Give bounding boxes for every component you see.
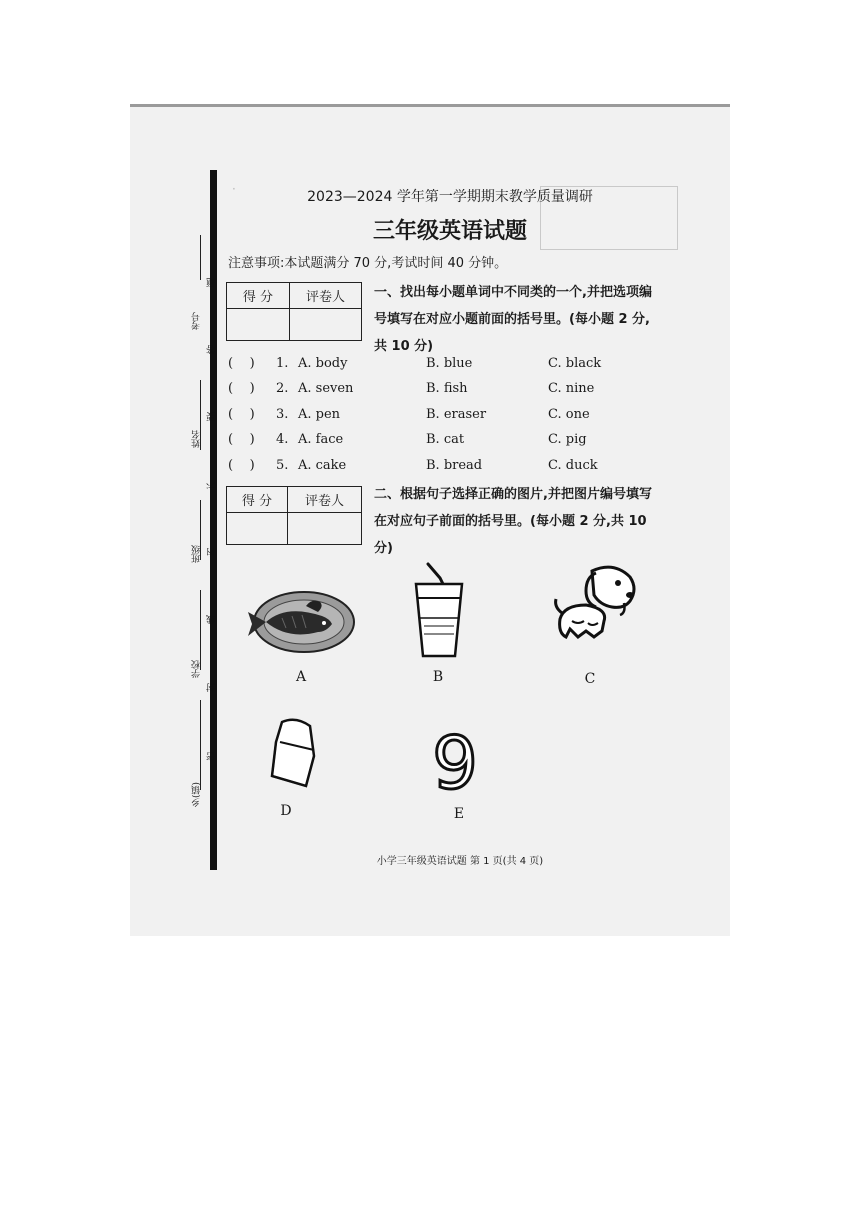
binding-bar (210, 170, 217, 870)
scan-edge (130, 104, 730, 107)
option-b: B. cat (426, 432, 465, 447)
margin-label-name: 姓名 (192, 430, 202, 448)
seal-char: 内 (207, 548, 217, 557)
seal-char: 要 (207, 412, 217, 421)
grader-cell[interactable] (290, 309, 362, 341)
exam-title: 2023—2024 学年第一学期期末教学质量调研 (307, 189, 593, 205)
answer-bracket[interactable]: ( ) (228, 432, 255, 447)
question-row (228, 381, 648, 405)
page-footer: 小学三年级英语试题 第 1 页(共 4 页) (376, 856, 544, 867)
answer-bracket[interactable]: ( ) (228, 458, 255, 473)
score-table-section1 (226, 282, 362, 341)
question-number: 5. (276, 458, 289, 473)
seal-char: 线 (207, 615, 217, 624)
question-number: 1. (276, 356, 289, 371)
picture-label-b: B (432, 669, 444, 685)
score-table-section2 (226, 486, 362, 545)
margin-label-class: 班级 (192, 545, 202, 563)
seal-char: 密 (207, 752, 217, 761)
margin-label-town: 乡(镇) (192, 782, 202, 808)
answer-bracket[interactable]: ( ) (228, 381, 255, 396)
option-a: A. pen (298, 407, 341, 422)
section1-instruction: 一、找出每小题单词中不同类的一个,并把选项编号填写在对应小题前面的括号里。(每小题 2 分,共 10 分) (374, 285, 652, 354)
margin-line (200, 700, 201, 790)
option-c: C. pig (548, 432, 587, 447)
picture-label-c: C (584, 671, 596, 687)
fish-icon (242, 584, 358, 660)
score-cell[interactable] (227, 513, 288, 545)
picture-label-a: A (295, 669, 307, 685)
grader-header: 评卷人 (288, 487, 362, 513)
option-b: B. eraser (426, 407, 487, 422)
answer-bracket[interactable]: ( ) (228, 407, 255, 422)
option-b: B. blue (426, 356, 473, 371)
margin-label-school: 学校 (192, 660, 202, 678)
seal-char: 封 (207, 683, 217, 692)
score-header: 得 分 (227, 283, 290, 309)
option-a: A. seven (298, 381, 354, 396)
margin-line (200, 590, 201, 670)
grader-header: 评卷人 (290, 283, 362, 309)
seal-char: 题 (207, 278, 217, 287)
nine-glyph: 9 (432, 726, 478, 794)
dog-icon (552, 563, 640, 645)
question-number: 2. (276, 381, 289, 396)
bleed-through-text: · (232, 182, 236, 196)
question-number: 4. (276, 432, 289, 447)
option-b: B. fish (426, 381, 468, 396)
exam-notice: 注意事项:本试题满分 70 分,考试时间 40 分钟。 (228, 256, 508, 271)
score-header: 得 分 (227, 487, 288, 513)
option-c: C. duck (548, 458, 598, 473)
seal-char: 不 (207, 480, 217, 489)
seal-char: 答 (207, 345, 217, 354)
question-row (228, 432, 648, 456)
question-row (228, 458, 648, 482)
option-c: C. one (548, 407, 590, 422)
number-nine-icon (430, 726, 480, 794)
picture-label-d: D (280, 803, 292, 819)
answer-bracket[interactable]: ( ) (228, 356, 255, 371)
picture-label-e: E (453, 806, 465, 822)
margin-line (200, 235, 201, 280)
question-number: 3. (276, 407, 289, 422)
drink-cup-icon (410, 560, 470, 660)
option-c: C. nine (548, 381, 595, 396)
eraser-icon (266, 718, 322, 790)
option-a: A. cake (298, 458, 347, 473)
question-row (228, 407, 648, 431)
option-a: A. face (298, 432, 344, 447)
option-b: B. bread (426, 458, 483, 473)
grader-cell[interactable] (288, 513, 362, 545)
section2-instruction: 二、根据句子选择正确的图片,并把图片编号填写在对应句子前面的括号里。(每小题 2 分,共 10 分) (374, 487, 652, 556)
option-a: A. body (298, 356, 348, 371)
margin-label-exam-number: 考号 (192, 312, 202, 330)
question-row (228, 356, 648, 380)
subject-title: 三年级英语试题 (372, 219, 527, 244)
option-c: C. black (548, 356, 602, 371)
score-cell[interactable] (227, 309, 290, 341)
